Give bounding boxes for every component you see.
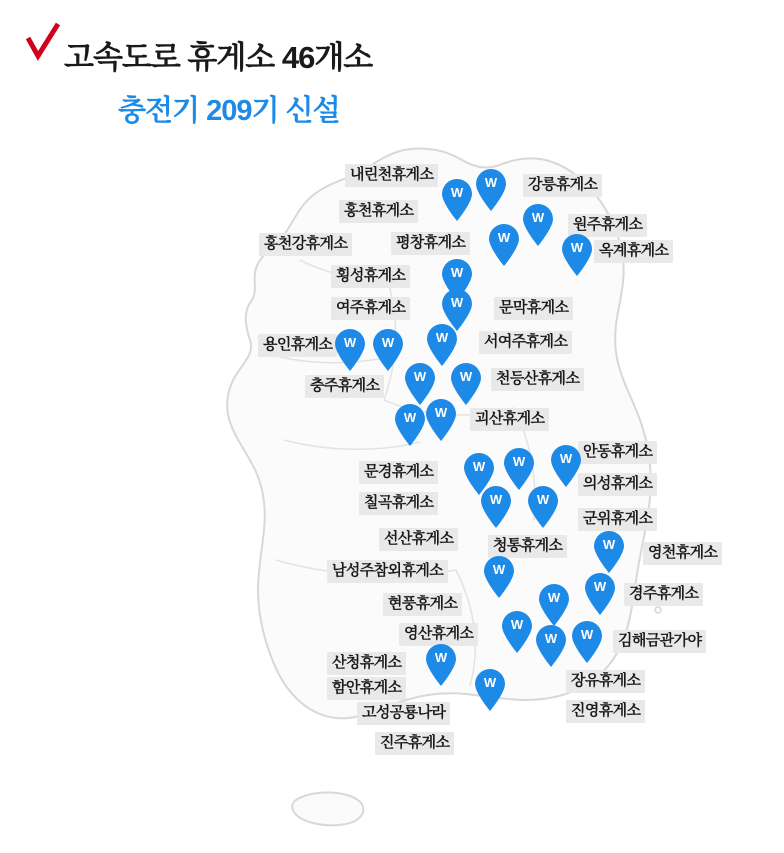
map-pin-yongin-2[interactable] (371, 328, 405, 372)
pin-letter: W (435, 330, 449, 345)
map-label-yeongcheon: 영천휴게소 (643, 542, 722, 565)
map-pin-okgye[interactable] (560, 233, 594, 277)
map-label-goesan: 괴산휴게소 (470, 408, 549, 431)
map-label-naerincheon: 내린천휴게소 (345, 164, 438, 187)
korea-map (0, 140, 784, 853)
map-pin-cheongtong[interactable] (482, 555, 516, 599)
map-label-gangneung: 강릉휴게소 (523, 174, 602, 197)
map-label-munmak: 문막휴게소 (494, 297, 573, 320)
map-label-cheongtong: 청통휴게소 (488, 535, 567, 558)
map-label-namseongju: 남성주참외휴게소 (327, 560, 448, 583)
map-label-jangyu: 장유휴게소 (566, 670, 645, 693)
pin-letter: W (570, 240, 584, 255)
map-pin-yeongsan[interactable] (500, 610, 534, 654)
map-label-hyeonpung: 현풍휴게소 (383, 593, 462, 616)
map-pin-andong-2[interactable] (549, 444, 583, 488)
map-label-mungyeong: 문경휴게소 (359, 461, 438, 484)
map-pin-naerincheon[interactable] (440, 178, 474, 222)
map-pin-gimhae[interactable] (534, 624, 568, 668)
pin-letter: W (434, 405, 448, 420)
map-label-gimhae: 김해금관가야 (613, 630, 706, 653)
map-pin-haman[interactable] (473, 668, 507, 712)
pin-letter: W (512, 454, 526, 469)
pin-letter: W (403, 410, 417, 425)
pin-letter: W (489, 492, 503, 507)
pin-letter: W (472, 459, 486, 474)
map-label-hongcheongang: 홍천강휴게소 (259, 233, 352, 256)
map-pin-jangyu[interactable] (570, 620, 604, 664)
pin-letter: W (483, 675, 497, 690)
map-label-hoengseong: 횡성휴게소 (331, 265, 410, 288)
map-pin-chilgok[interactable] (479, 485, 513, 529)
map-label-andong: 안동휴게소 (578, 441, 657, 464)
map-label-cheondeungsan: 천등산휴게소 (491, 368, 584, 391)
map-label-seonsan: 선산휴게소 (379, 528, 458, 551)
pin-letter: W (492, 562, 506, 577)
check-icon (26, 22, 60, 62)
map-label-uiseong: 의성휴게소 (578, 473, 657, 496)
map-label-chilgok: 칠곡휴게소 (359, 492, 438, 515)
header-banner (0, 0, 784, 140)
pin-letter: W (544, 631, 558, 646)
pin-letter: W (536, 492, 550, 507)
map-pin-goesan-2[interactable] (424, 398, 458, 442)
map-pin-gunwi[interactable] (526, 485, 560, 529)
pin-letter: W (593, 579, 607, 594)
map-label-chungju: 충주휴게소 (305, 375, 384, 398)
pin-letter: W (531, 210, 545, 225)
map-label-jinju: 진주휴게소 (375, 732, 454, 755)
map-pin-hyeonpung[interactable] (537, 583, 571, 627)
map-label-yongin: 용인휴게소 (258, 334, 337, 357)
pin-letter: W (450, 295, 464, 310)
pin-letter: W (450, 185, 464, 200)
map-pin-yeongcheon[interactable] (592, 530, 626, 574)
map-pin-gangneung[interactable] (474, 168, 508, 212)
pin-letter: W (580, 627, 594, 642)
map-label-haman: 함안휴게소 (327, 677, 406, 700)
map-pin-goesan-1[interactable] (393, 403, 427, 447)
pin-letter: W (602, 537, 616, 552)
pin-letter: W (559, 451, 573, 466)
map-label-hongcheon: 홍천휴게소 (339, 200, 418, 223)
map-label-yeoju: 여주휴게소 (331, 297, 410, 320)
map-pin-pyeongchang[interactable] (487, 223, 521, 267)
map-label-gyeongju: 경주휴게소 (624, 583, 703, 606)
map-label-yeongsan: 영산휴게소 (399, 623, 478, 646)
map-label-gunwi: 군위휴게소 (578, 508, 657, 531)
pin-letter: W (450, 265, 464, 280)
page-title-line2: 충전기 209기 신설 (118, 95, 340, 127)
pin-letter: W (484, 175, 498, 190)
map-pin-wonju[interactable] (521, 203, 555, 247)
map-label-pyeongchang: 평창휴게소 (391, 232, 470, 255)
map-label-sancheong: 산청휴게소 (327, 652, 406, 675)
pin-letter: W (343, 335, 357, 350)
map-label-jinyeong: 진영휴게소 (566, 700, 645, 723)
pin-letter: W (510, 617, 524, 632)
pin-letter: W (434, 650, 448, 665)
map-pin-yongin-1[interactable] (333, 328, 367, 372)
pin-letter: W (459, 369, 473, 384)
pin-letter: W (413, 369, 427, 384)
pin-letter: W (497, 230, 511, 245)
pin-letter: W (547, 590, 561, 605)
map-label-seoyeoju: 서여주휴게소 (479, 331, 572, 354)
map-pin-sancheong[interactable] (424, 643, 458, 687)
map-label-goseong: 고성공룡나라 (357, 702, 450, 725)
page-title-line1: 고속도로 휴게소 46개소 (64, 40, 373, 75)
map-label-wonju: 원주휴게소 (568, 214, 647, 237)
map-pin-seoyeoju[interactable] (425, 323, 459, 367)
map-pin-gyeongju[interactable] (583, 572, 617, 616)
pin-letter: W (381, 335, 395, 350)
map-label-okgye: 옥계휴게소 (594, 240, 673, 263)
